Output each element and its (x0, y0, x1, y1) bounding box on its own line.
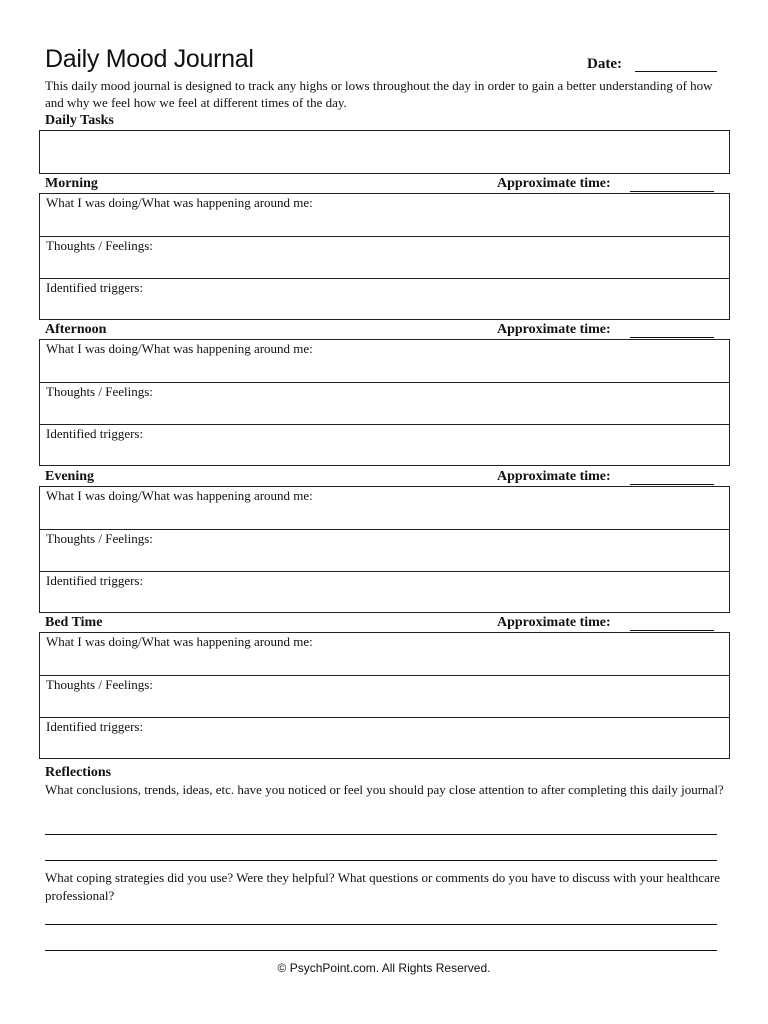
triggers-label: Identified triggers: (46, 573, 144, 588)
reflection-question-2: What coping strategies did you use? Were they helpful? What questions or comments do you have to discuss with your healthcare professional? (45, 870, 721, 903)
approx-time-input-line[interactable] (630, 337, 714, 338)
approx-time-label: Approximate time: (497, 322, 611, 337)
feelings-label: Thoughts / Feelings: (46, 531, 153, 546)
triggers-field[interactable] (40, 278, 729, 320)
answer-line-3[interactable] (45, 924, 717, 925)
feelings-field[interactable] (40, 236, 729, 278)
feelings-label: Thoughts / Feelings: (46, 677, 153, 692)
doing-field[interactable] (40, 340, 729, 382)
feelings-label: Thoughts / Feelings: (46, 238, 153, 253)
triggers-field[interactable] (40, 717, 729, 759)
feelings-field[interactable] (40, 382, 729, 424)
doing-field[interactable] (40, 633, 729, 675)
doing-label: What I was doing/What was happening around me: (46, 195, 313, 210)
section-title-evening: Evening (45, 469, 95, 484)
section-box-bed-time (39, 632, 730, 759)
doing-field[interactable] (40, 487, 729, 529)
approx-time-input-line[interactable] (630, 484, 714, 485)
reflections-heading: Reflections (45, 765, 112, 780)
section-title-bed-time: Bed Time (45, 615, 103, 630)
answer-line-2[interactable] (45, 860, 717, 861)
approx-time-input-line[interactable] (630, 630, 714, 631)
section-title-afternoon: Afternoon (45, 322, 107, 337)
daily-tasks-heading: Daily Tasks (45, 113, 114, 128)
copyright-footer: © PsychPoint.com. All Rights Reserved. (277, 961, 491, 975)
date-input-line[interactable] (635, 71, 717, 72)
feelings-label: Thoughts / Feelings: (46, 384, 153, 399)
triggers-field[interactable] (40, 571, 729, 613)
triggers-field[interactable] (40, 424, 729, 466)
triggers-label: Identified triggers: (46, 719, 144, 734)
section-box-morning (39, 193, 730, 320)
triggers-label: Identified triggers: (46, 426, 144, 441)
page-title: Daily Mood Journal (45, 45, 254, 73)
answer-line-4[interactable] (45, 950, 717, 951)
feelings-field[interactable] (40, 675, 729, 717)
doing-label: What I was doing/What was happening around me: (46, 634, 313, 649)
section-title-morning: Morning (45, 176, 98, 191)
answer-line-1[interactable] (45, 834, 717, 835)
section-box-afternoon (39, 339, 730, 466)
approx-time-label: Approximate time: (497, 176, 611, 191)
triggers-label: Identified triggers: (46, 280, 144, 295)
date-label: Date: (587, 56, 622, 72)
approx-time-label: Approximate time: (497, 615, 611, 630)
section-box-evening (39, 486, 730, 613)
feelings-field[interactable] (40, 529, 729, 571)
doing-label: What I was doing/What was happening around me: (46, 488, 313, 503)
daily-tasks-field[interactable] (39, 130, 730, 174)
reflection-question-1: What conclusions, trends, ideas, etc. have you noticed or feel you should pay close attention to after completing this daily journal? (45, 782, 724, 797)
approx-time-input-line[interactable] (630, 191, 714, 192)
doing-field[interactable] (40, 194, 729, 236)
intro-text: This daily mood journal is designed to track any highs or lows throughout the day in order to gain a better understanding of how and why we feel how we feel at different times of the day. (45, 78, 713, 110)
doing-label: What I was doing/What was happening around me: (46, 341, 313, 356)
approx-time-label: Approximate time: (497, 469, 611, 484)
